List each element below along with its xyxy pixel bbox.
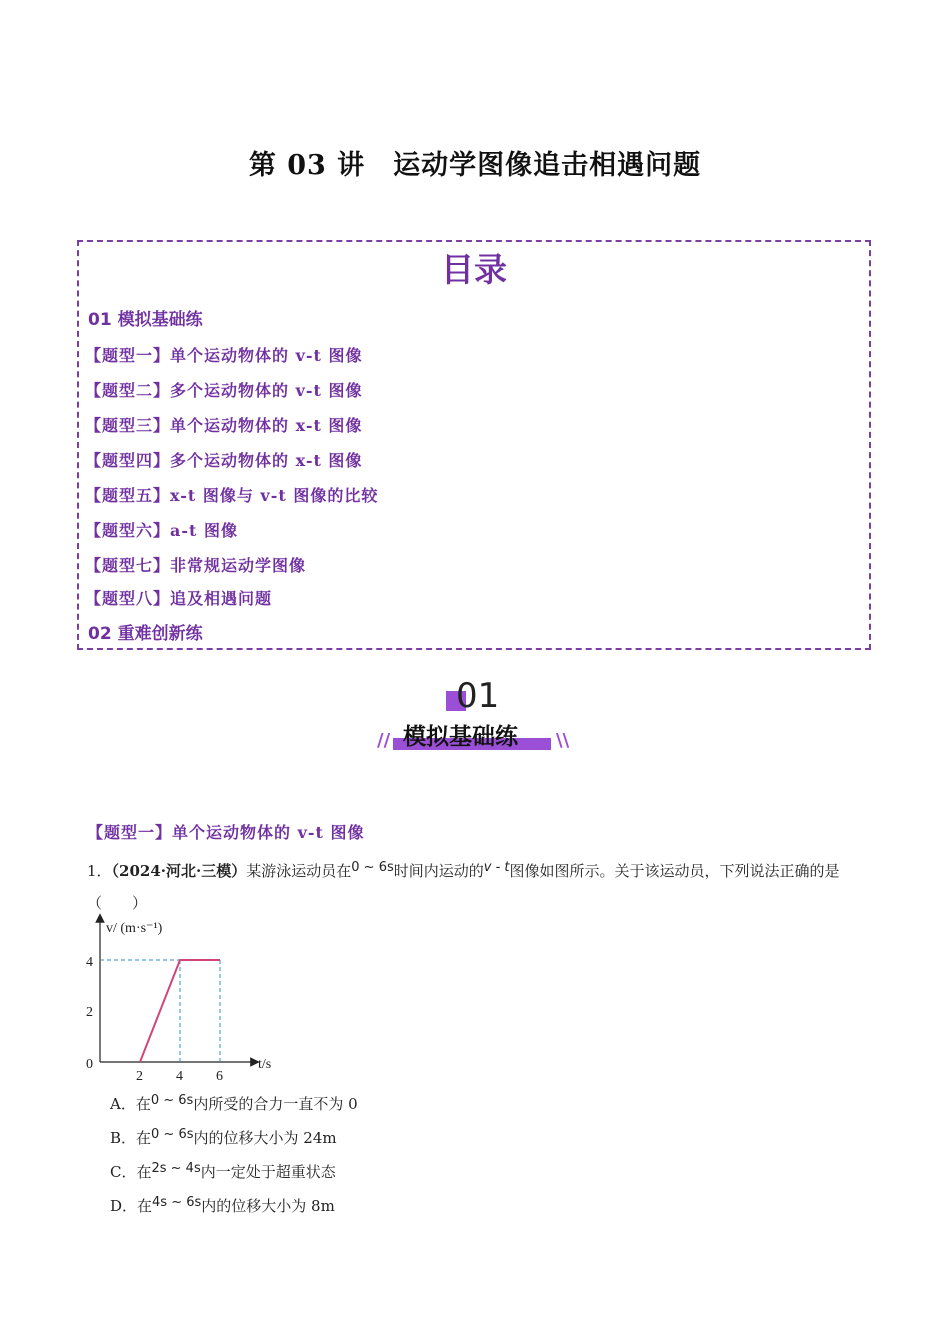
option-d[interactable] [110,1195,335,1216]
question-number: 1． [87,862,112,880]
option-text: 内的位移大小为 8m [201,1197,335,1215]
toc-item[interactable]: 【题型七】非常规运动学图像 [85,556,307,575]
option-a[interactable] [110,1093,358,1114]
toc-item[interactable]: 【题型八】追及相遇问题 [85,589,273,608]
question-text-b: 时间内运动的 [393,862,484,880]
series-layer [100,960,220,1062]
table-of-contents [77,240,871,650]
x-tick-label: 2 [136,1069,143,1084]
toc-item[interactable]: 【题型一】单个运动物体的 v-t 图像 [85,346,363,365]
option-math: 2s ~ 4s [151,1161,201,1176]
option-b[interactable] [110,1127,337,1148]
toc-item[interactable]: 【题型五】x-t 图像与 v-t 图像的比较 [85,486,379,505]
toc-section-2[interactable]: 02 重难创新练 [88,624,203,644]
option-math: 0 ~ 6s [151,1127,194,1142]
toc-item[interactable]: 【题型三】单个运动物体的 x-t 图像 [85,416,363,435]
toc-section-1[interactable]: 01 模拟基础练 [88,310,203,330]
x-axis-label: t/s [258,1057,272,1072]
toc-heading: 目录 [441,250,507,289]
x-tick-label: 6 [216,1069,223,1084]
left-slash-decoration: // [377,730,391,751]
section-title: 模拟基础练 [403,724,518,750]
option-text: 内所受的合力一直不为 0 [193,1095,358,1113]
y-tick-label: 4 [86,955,93,970]
x-tick-label: 4 [176,1069,183,1084]
option-text: 内的位移大小为 24m [193,1129,337,1147]
question-source: （2024·河北·三模） [111,862,247,880]
option-label: A．在 [110,1095,151,1113]
question-text-a: 某游泳运动员在 [246,862,352,880]
vt-graph [80,910,300,1085]
option-label: D．在 [110,1197,153,1215]
toc-item[interactable]: 【题型六】a-t 图像 [85,521,238,540]
option-label: C．在 [110,1163,152,1181]
question-type-heading: 【题型一】单个运动物体的 v-t 图像 [87,823,365,842]
toc-item[interactable]: 【题型二】多个运动物体的 v-t 图像 [85,381,363,400]
section-number: 01 [456,676,500,716]
question-vt: v - t [483,860,510,875]
option-text: 内一定处于超重状态 [200,1163,336,1181]
option-c[interactable] [110,1161,336,1182]
page-title: 第 03 讲 运动学图像追击相遇问题 [248,150,702,181]
y-tick-label: 0 [86,1057,93,1072]
y-axis-label: v/ (m·s⁻¹) [106,921,163,936]
question-text-c: 图像如图所示。关于该运动员，下列说法正确的是（ ） [87,862,840,912]
toc-item[interactable]: 【题型四】多个运动物体的 x-t 图像 [85,451,363,470]
y-tick-label: 2 [86,1005,93,1020]
option-math: 4s ~ 6s [152,1195,202,1210]
right-slash-decoration: \\ [556,730,570,751]
option-math: 0 ~ 6s [150,1093,194,1108]
option-label: B．在 [110,1129,152,1147]
question-interval: 0 ~ 6s [351,860,394,875]
question-1 [87,856,867,918]
